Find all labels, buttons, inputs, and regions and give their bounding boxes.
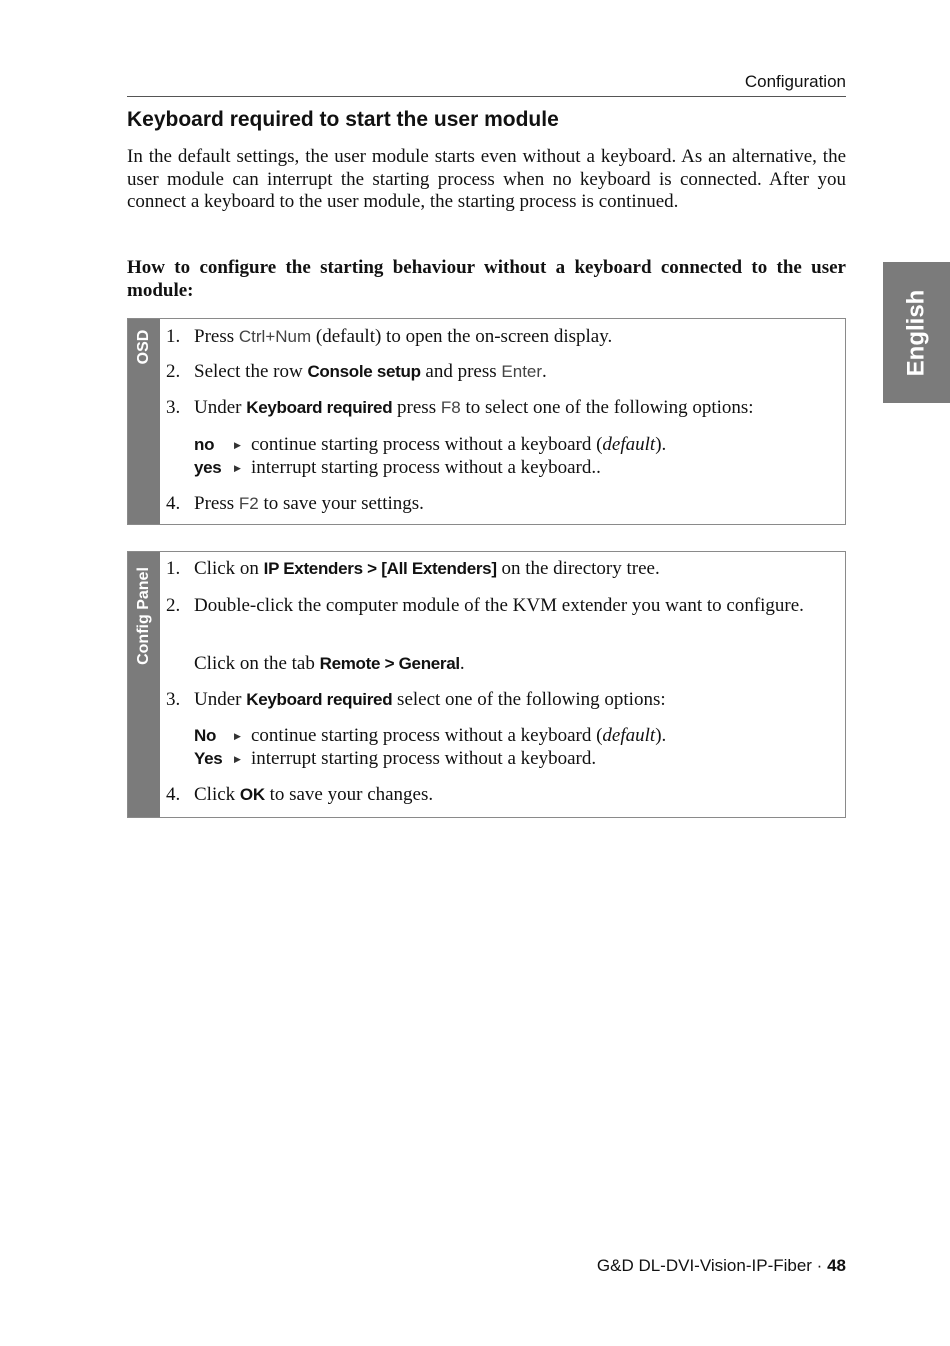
key-enter: Enter [501, 362, 543, 381]
step-number: 2. [166, 595, 181, 616]
button-ok: OK [239, 785, 265, 804]
key-ctrl-num: Ctrl+Num [238, 327, 312, 346]
triangle-right-icon: ▶ [234, 731, 241, 741]
page-footer [597, 1256, 846, 1276]
config-label-bar [128, 552, 160, 817]
header-section: Configuration [744, 72, 846, 91]
step-number: 4. [166, 493, 181, 514]
step-number: 2. [166, 361, 181, 382]
step-number: 4. [166, 784, 181, 805]
running-header [127, 70, 846, 97]
step-text: Press Ctrl+Num (default) to open the on-screen display. [194, 326, 613, 347]
option-description: continue starting process without a keyboard (default). [251, 725, 667, 746]
option-key: no [194, 435, 215, 454]
tab-remote-general: Remote > General [319, 654, 460, 673]
triangle-right-icon: ▶ [234, 440, 241, 450]
step-text: Double-click the computer module of the KVM extender you want to configure. [194, 595, 804, 616]
step-number: 1. [166, 558, 181, 579]
key-f8: F8 [440, 398, 461, 417]
osd-label: OSD [135, 329, 152, 365]
option-description: interrupt starting process without a keyboard. [251, 748, 597, 769]
step-text: Press F2 to save your settings. [194, 493, 424, 514]
key-f2: F2 [238, 494, 259, 513]
section-title: Keyboard required to start the user module [127, 108, 559, 131]
osd-label-bar [128, 319, 160, 524]
step-text: Click OK to save your changes. [194, 784, 434, 805]
menu-keyboard-required: Keyboard required [246, 398, 393, 417]
triangle-right-icon: ▶ [234, 754, 241, 764]
step-number: 3. [166, 689, 181, 710]
language-tab [883, 262, 950, 403]
config-panel-procedure-box [127, 551, 846, 818]
page-number: 48 [827, 1256, 846, 1275]
step-text: Under Keyboard required select one of the following options: [194, 689, 666, 710]
osd-procedure-box [127, 318, 846, 525]
config-label: Config Panel [135, 567, 152, 665]
footer-product: G&D DL-DVI-Vision-IP-Fiber · [596, 1256, 828, 1275]
step-text: Click on the tab Remote > General. [194, 653, 465, 674]
menu-ip-extenders: IP Extenders > [All Extenders] [263, 559, 497, 578]
language-tab-label: English [902, 289, 930, 376]
triangle-right-icon: ▶ [234, 463, 241, 473]
option-key: No [194, 726, 217, 745]
step-text: Under Keyboard required press F8 to select one of the following options: [194, 397, 754, 418]
option-description: continue starting process without a keyboard (default). [251, 434, 667, 455]
field-keyboard-required: Keyboard required [246, 690, 393, 709]
option-key: Yes [194, 749, 223, 768]
step-text: Click on IP Extenders > [All Extenders] on the directory tree. [194, 558, 660, 579]
howto-heading: How to configure the starting behaviour without a keyboard connected to the user module: [127, 257, 846, 301]
menu-console-setup: Console setup [307, 362, 421, 381]
option-key: yes [194, 458, 222, 477]
step-number: 3. [166, 397, 181, 418]
step-number: 1. [166, 326, 181, 347]
option-description: interrupt starting process without a keyboard.. [251, 457, 601, 478]
intro-paragraph: In the default settings, the user module starts even without a keyboard. As an alternative, the user module can interrupt the starting process when no keyboard is connected. After you connect a keyboard to the user module, the starting process is continued. [127, 146, 846, 212]
step-text: Select the row Console setup and press Enter. [194, 361, 547, 382]
